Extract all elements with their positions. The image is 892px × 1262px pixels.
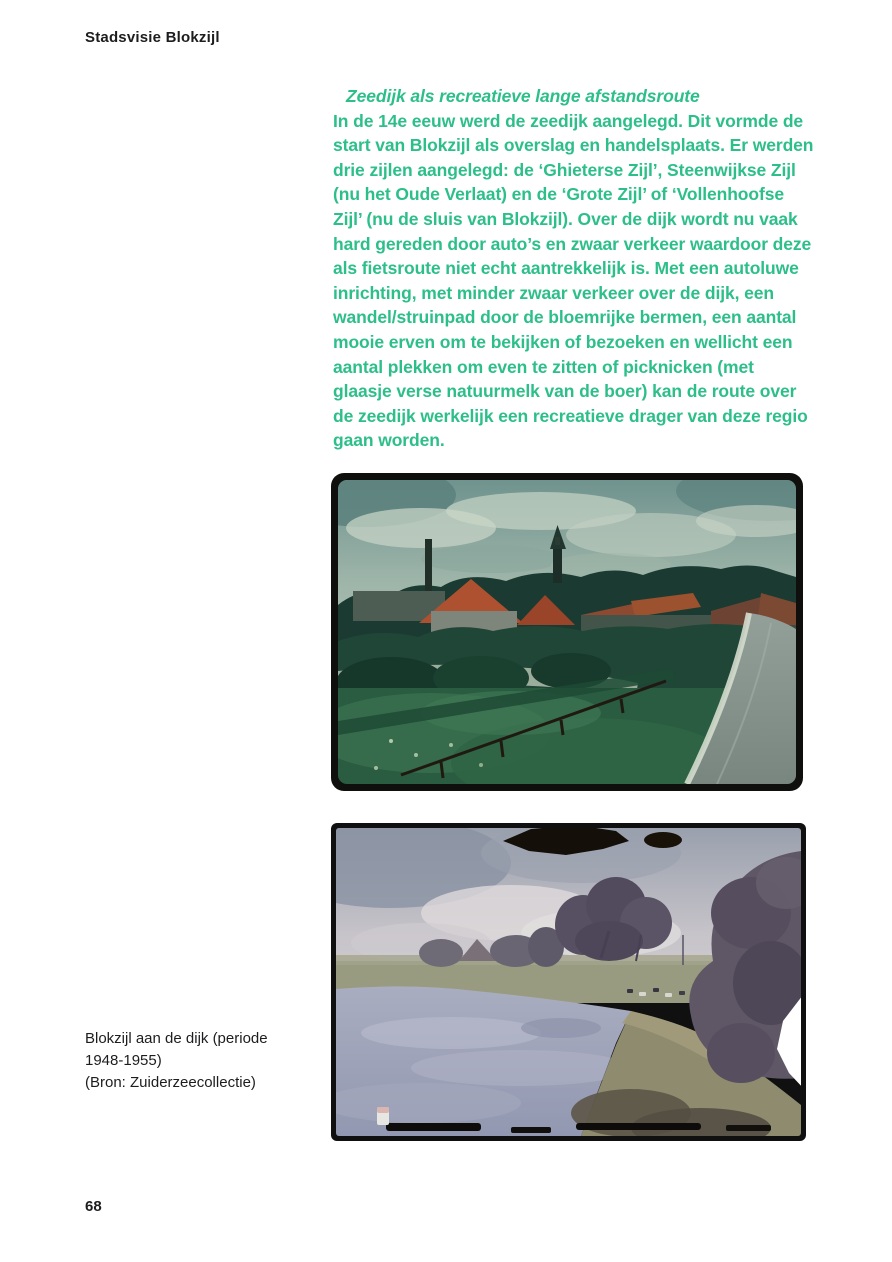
body-text-line: (nu het Oude Verlaat) en de ‘Grote Zijl’ of ‘Vollenhoofse — [333, 184, 784, 205]
body-text-line: In de 14e eeuw werd de zeedijk aangelegd. Dit vormde de — [333, 110, 804, 131]
photo-caption — [85, 1028, 268, 1094]
body-text-line: aantal plekken om even te zitten of picknicken (met — [333, 356, 754, 377]
article-text — [333, 84, 813, 453]
buoy — [377, 1107, 389, 1125]
body-text-line: hard gereden door auto’s en zwaar verkeer waardoor deze — [333, 233, 812, 254]
body-text-line: Zijl’ (nu de sluis van Blokzijl). Over de dijk wordt nu vaak — [333, 208, 798, 229]
page-number: 68 — [85, 1198, 102, 1215]
body-text-line: de zeedijk werkelijk een recreatieve drager van deze regio — [333, 405, 808, 426]
article-heading: Zeedijk als recreatieve lange afstandsroute — [346, 86, 700, 106]
body-text-line: drie zijlen aangelegd: de ‘Ghieterse Zijl’, Steenwijkse Zijl — [333, 159, 796, 180]
body-text-line: glaasje verse natuurmelk van de boer) kan de route over — [333, 381, 797, 402]
body-text-line: gaan worden. — [333, 430, 445, 451]
caption-line: 1948-1955) — [85, 1052, 162, 1069]
photo-blokzijl-village-from-sea-dike — [331, 473, 803, 791]
body-text-line: als fietsroute niet echt aantrekkelijk is. Met een autoluwe — [333, 258, 799, 279]
body-text-line: inrichting, met minder zwaar verkeer over de dijk, een — [333, 282, 775, 303]
running-header: Stadsvisie Blokzijl — [85, 29, 220, 46]
body-text-line: mooie erven om te bekijken of bezoeken en wellicht een — [333, 331, 793, 352]
photo-blokzijl-dike-and-water — [331, 823, 806, 1141]
body-text-line: wandel/struinpad door de bloemrijke bermen, een aantal — [333, 307, 797, 328]
caption-line: (Bron: Zuiderzeecollectie) — [85, 1074, 256, 1091]
body-text-line: start van Blokzijl als overslag en handelsplaats. Er werden — [333, 135, 814, 156]
caption-line: Blokzijl aan de dijk (periode — [85, 1030, 268, 1047]
